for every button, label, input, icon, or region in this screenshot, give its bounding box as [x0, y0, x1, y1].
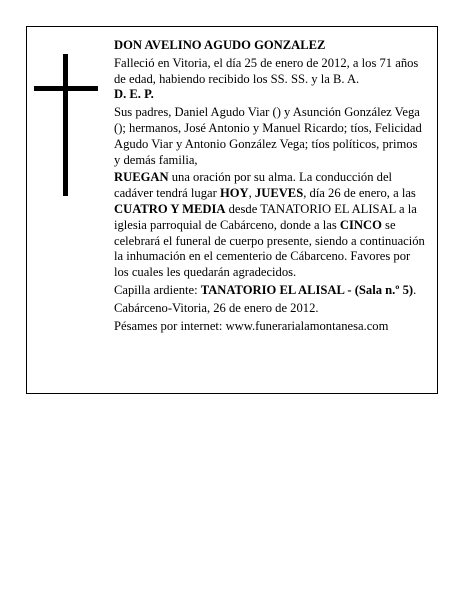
death-notice: Falleció en Vitoria, el día 25 de enero de 2012, a los 71 años de edad, habiendo recibido los SS. SS. y la B. A. D. E. P. [114, 55, 419, 102]
funeral-details: RUEGAN una oración por su alma. La conducción del cadáver tendrá lugar HOY, JUEVES, día 26 de enero, a las CUATRO Y MEDIA desde TANATORIO EL ALISAL a la iglesia parroquial de Cabárceno, donde a las CINCO se celebrará el funeral de cuerpo presente, siendo a continuación la inhumación en el cementerio de Cábarceno. Favores por los cuales les quedarán agradecidos. [114, 170, 425, 280]
deceased-name: DON AVELINO AGUDO GONZALEZ [114, 38, 326, 52]
condolences-line: Pésames por internet: www.funerarialamontanesa.com [114, 318, 389, 333]
obituary-text [114, 38, 426, 336]
cross-icon [34, 54, 98, 196]
chapel-info: Capilla ardiente: TANATORIO EL ALISAL - (Sala n.º 5). [114, 282, 417, 297]
rip-label: D. E. P. [114, 87, 154, 102]
place-date: Cabárceno-Vitoria, 26 de enero de 2012. [114, 300, 319, 315]
family-list: Sus padres, Daniel Agudo Viar () y Asunción González Vega (); hermanos, José Antonio y Manuel Ricardo; tíos, Felicidad Agudo Viar y Antonio González Vega; tíos políticos, primos y demás familia, [114, 105, 422, 167]
